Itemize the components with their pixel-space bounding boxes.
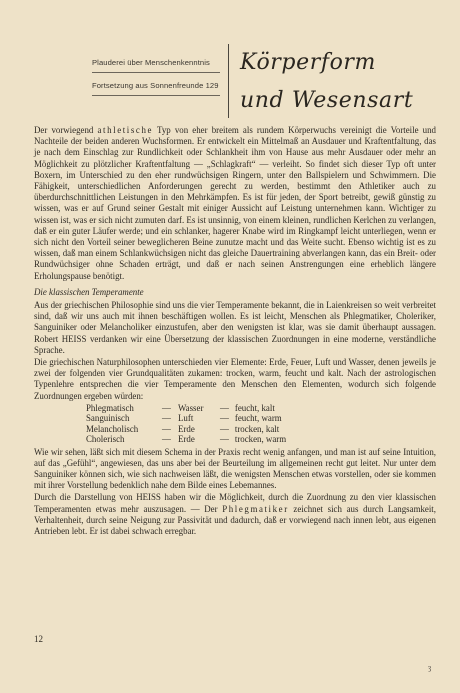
dash: —: [162, 413, 171, 424]
paragraph-3: Die griechischen Naturphilosophen unterschieden vier Elemente: Erde, Feuer, Luft und Wasser, denen jeweils je zwei der folgenden vier Grundqualitäten zukamen: trocken, warm, feucht und kalt. Nach der astrologischen Typenlehre entsprechen die vier Temperamente den Menschen den Elementen, wodurch sich folgende Zuordnungen ergeben würden:: [34, 357, 436, 401]
dash: —: [162, 402, 171, 413]
corner-mark: ȝ: [428, 663, 432, 672]
element: Erde: [178, 434, 195, 445]
temperament-name: Phlegmatisch: [86, 402, 134, 413]
dash: —: [220, 434, 229, 445]
table-row: [86, 424, 292, 434]
paragraph-4: Wie wir sehen, läßt sich mit diesem Schema in der Praxis recht wenig anfangen, und man ist auf seine Intuition, auf das „Gefühl“, angewiesen, das uns aber bei der Beurteilung im allgemeinen recht gut leitet. Nur unter dem Sanguiniker können sich, wie sich nachweisen läßt, die wenigsten Menschen etwas vorstellen, oder sie kommen mit ihrer Vorstellung bedenklich nahe dem Bilde eines Lebemannes.: [34, 446, 436, 491]
dash: —: [162, 423, 171, 434]
temperament-name: Sanguinisch: [86, 413, 130, 424]
paragraph-5: [34, 492, 436, 537]
series-kicker: Plauderei über Menschenkenntnis: [92, 58, 210, 67]
qualities: trocken, warm: [234, 434, 287, 445]
element: Wasser: [178, 402, 204, 413]
continuation-note: Fortsetzung aus Sonnenfreunde 129: [92, 81, 219, 90]
dash: —: [162, 434, 171, 445]
paragraph-2: Aus der griechischen Philosophie sind uns die vier Temperamente bekannt, die in Laienkreisen so weit verbreitet sind, daß wir uns auch mit ihnen beschäftigen wollen. Es ist leicht, Menschen als Phlegmatiker, Choleriker, Sanguiniker oder Melancholiker einzustufen, aber den wenigsten ist klar, was sie damit überhaupt aussagen. Robert HEISS verdanken wir eine Übersetzung der klassischen Zuordnungen in eine moderne, verständliche Sprache.: [34, 300, 436, 355]
dash: —: [220, 423, 229, 434]
temperament-name: Cholerisch: [86, 434, 125, 445]
paragraph-1-lead: Der vorwiegend: [34, 125, 98, 135]
article-title: [240, 44, 413, 120]
paragraph-1-text: Typ von eher breitem als rundem Körperwuchs vereinigt die Vorteile und Nachteile der beiden anderen Wuchsformen. Er entwickelt ein Mittelmaß an Ausdauer und Kraftentfaltung, das je nach dem Einschlag zur Rundlichkeit oder Schlankheit ihm von Hause aus mehr Ausdauer oder mehr an Möglichkeit zu plötzlicher Kraftentfaltung — „Schlagkraft“ — verleiht. So findet sich dieser Typ oft unter Boxern, im Unterschied zu den eher rundwüchsigen Ringern, unter den Ballspielern und Schwimmern. Die Fähigkeit, unterschiedlichen Anforderungen gerecht zu werden, bestimmt den Athletiker auch zu überdurchschnittlichen Leistungen in den Mehrkämpfen. Es ist für jeden, der Sport betreibt, gewiß günstig zu wissen, was er auf Grund seiner Gestalt mit einiger Aussicht auf Leistung unternehmen kann. Wichtiger zu wissen ist, was er sich nicht zumuten darf. Es ist unsinnig, von einem kleinen, rundlichen Kerlchen zu verlangen, daß er ein guter Läufer werde; und ein schlanker, hagerer Knabe wird im Ringkampf leicht unterliegen, wenn er sich nicht den Vorteil seiner beweglicheren Beine zunutze macht und das Weite sucht. Ebenso wichtig ist es zu wissen, daß man einem Schlankwüchsigen nicht das gleiche Dauertraining abverlangen kann, das ein Breit- oder Rundwüchsiger ohne Schaden erträgt, und daß er nach seinen Anstrengungen eine erheblich längere Erholungspause benötigt.: [34, 125, 436, 281]
table-row: [86, 434, 292, 444]
emphasis-phlegmatic: Phlegmatiker: [222, 503, 289, 514]
dash: —: [220, 413, 229, 424]
qualities: feucht, warm: [234, 413, 282, 424]
emphasis-athletic: athletische: [97, 125, 154, 135]
paragraph-5-text: zeichnet sich aus durch Langsamkeit, Verhaltenheit, durch seine Neigung zur Passivität und dadurch, daß er vorwiegend nach innen lebt, aus eigenen Antrieben lebt. Er ist dabei schwach erregbar.: [34, 503, 436, 536]
paragraph-5-lead: Durch die Darstellung von HEISS haben wir die Möglichkeit, durch die Zuordnung zu den vier klassischen Temperamenten etwas mehr auszusagen. — Der: [34, 492, 436, 514]
temperament-table: [86, 403, 292, 445]
title-line-1: Körperform: [240, 50, 376, 75]
table-row: [86, 403, 292, 413]
dash: —: [220, 402, 229, 413]
header-divider: [228, 44, 229, 118]
temperament-name: Melancholisch: [86, 423, 139, 434]
qualities: trocken, kalt: [234, 423, 280, 434]
element: Luft: [178, 413, 194, 424]
qualities: feucht, kalt: [234, 402, 275, 413]
table-row: [86, 413, 292, 423]
kicker-rule: [92, 72, 220, 73]
title-line-2: und Wesensart: [240, 88, 414, 113]
continuation-rule: [92, 95, 220, 96]
element: Erde: [178, 423, 195, 434]
subheading: Die klassischen Temperamente: [34, 286, 144, 297]
page-number: 12: [34, 634, 43, 644]
article-body: [34, 125, 436, 537]
paragraph-1: [34, 125, 436, 282]
